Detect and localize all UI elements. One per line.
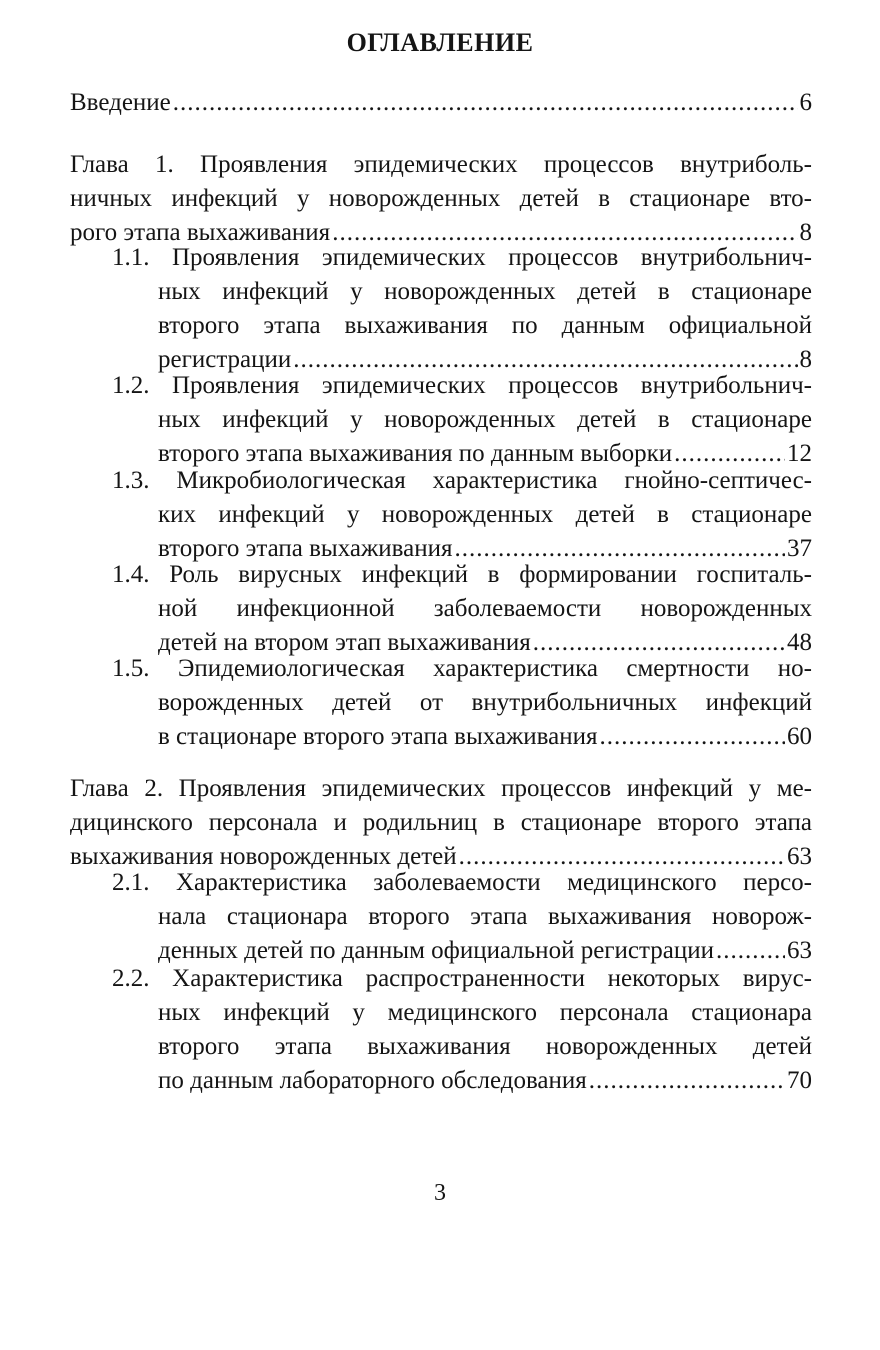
toc-page-number: 6: [799, 89, 812, 116]
toc-entry-title: детей на втором этап выхаживания: [158, 629, 531, 656]
toc-entry-section-1-4[interactable]: [112, 558, 812, 660]
toc-entry-title: регистрации: [158, 346, 292, 373]
toc-line: [112, 720, 812, 754]
toc-line: нала стационара второго этапа выхаживания новорож-: [158, 903, 812, 930]
toc-line: [70, 86, 812, 120]
toc-line: [112, 1064, 812, 1098]
toc-entry-title: Введение: [70, 89, 171, 116]
toc-line: 2.2. Характеристика распространенности некоторых вирус-: [112, 965, 812, 992]
toc-line: второго этапа выхаживания новорожденных детей: [158, 1033, 812, 1060]
toc-page-number: 37: [787, 535, 812, 562]
toc-page-number: 8: [799, 346, 812, 373]
toc-page-number: 8: [799, 219, 812, 246]
toc-line: ной инфекционной заболеваемости новорожденных: [158, 595, 812, 622]
toc-line: 1.1. Проявления эпидемических процессов внутрибольнич-: [112, 244, 812, 271]
toc-line: ворожденных детей от внутрибольничных инфекций: [158, 689, 812, 716]
toc-line: Глава 1. Проявления эпидемических процессов внутриболь-: [70, 151, 812, 178]
toc-entry-title: второго этапа выхаживания по данным выборки: [158, 440, 673, 467]
toc-line: 2.1. Характеристика заболеваемости медицинского персо-: [112, 869, 812, 896]
toc-leader-dots: [589, 1064, 785, 1098]
toc-line: ных инфекций у медицинского персонала стационара: [158, 999, 812, 1026]
toc-line: ких инфекций у новорожденных детей в стационаре: [158, 501, 812, 528]
toc-line: 1.5. Эпидемиологическая характеристика смертности но-: [112, 655, 812, 682]
toc-entry-chapter-1[interactable]: [70, 148, 812, 250]
page-number: 3: [434, 1180, 446, 1206]
toc-entry-section-1-2[interactable]: [112, 369, 812, 471]
toc-page-number: 63: [787, 937, 812, 964]
toc-page-number: 70: [787, 1067, 812, 1094]
toc-leader-dots: [600, 720, 785, 754]
toc-entry-section-1-1[interactable]: [112, 241, 812, 377]
toc-entry-title: по данным лабораторного обследования: [158, 1067, 587, 1094]
toc-page-number: 63: [787, 843, 812, 870]
toc-line: ничных инфекций у новорожденных детей в стационаре вто-: [70, 185, 812, 212]
toc-entry-title: рого этапа выхаживания: [70, 219, 331, 246]
toc-line: ных инфекций у новорожденных детей в стационаре: [158, 278, 812, 305]
toc-heading: ОГЛАВЛЕНИЕ: [346, 28, 534, 57]
toc-leader-dots: [173, 86, 798, 120]
toc-entry-introduction[interactable]: [70, 86, 812, 120]
toc-entry-section-1-5[interactable]: [112, 652, 812, 754]
toc-page-number: 12: [787, 440, 812, 467]
toc-entry-title: в стационаре второго этапа выхаживания: [158, 723, 598, 750]
toc-line: 1.4. Роль вирусных инфекций в формировании госпиталь-: [112, 561, 812, 588]
toc-line: ных инфекций у новорожденных детей в стационаре: [158, 406, 812, 433]
toc-line: 1.3. Микробиологическая характеристика гнойно-септичес-: [112, 467, 812, 494]
toc-line: 1.2. Проявления эпидемических процессов внутрибольнич-: [112, 372, 812, 399]
toc-page-number: 48: [787, 629, 812, 656]
toc-entry-section-2-1[interactable]: [112, 866, 812, 968]
toc-line: Глава 2. Проявления эпидемических процессов инфекций у ме-: [70, 775, 812, 802]
toc-line: второго этапа выхаживания по данным официальной: [158, 312, 812, 339]
toc-page-number: 60: [787, 723, 812, 750]
toc-line: дицинского персонала и родильниц в стационаре второго этапа: [70, 809, 812, 836]
toc-entry-section-1-3[interactable]: [112, 464, 812, 566]
toc-entry-title: денных детей по данным официальной регистрации: [158, 937, 714, 964]
toc-entry-title: второго этапа выхаживания: [158, 535, 453, 562]
toc-entry-section-2-2[interactable]: [112, 962, 812, 1098]
toc-entry-title: выхаживания новорожденных детей: [70, 843, 457, 870]
toc-entry-chapter-2[interactable]: [70, 772, 812, 874]
